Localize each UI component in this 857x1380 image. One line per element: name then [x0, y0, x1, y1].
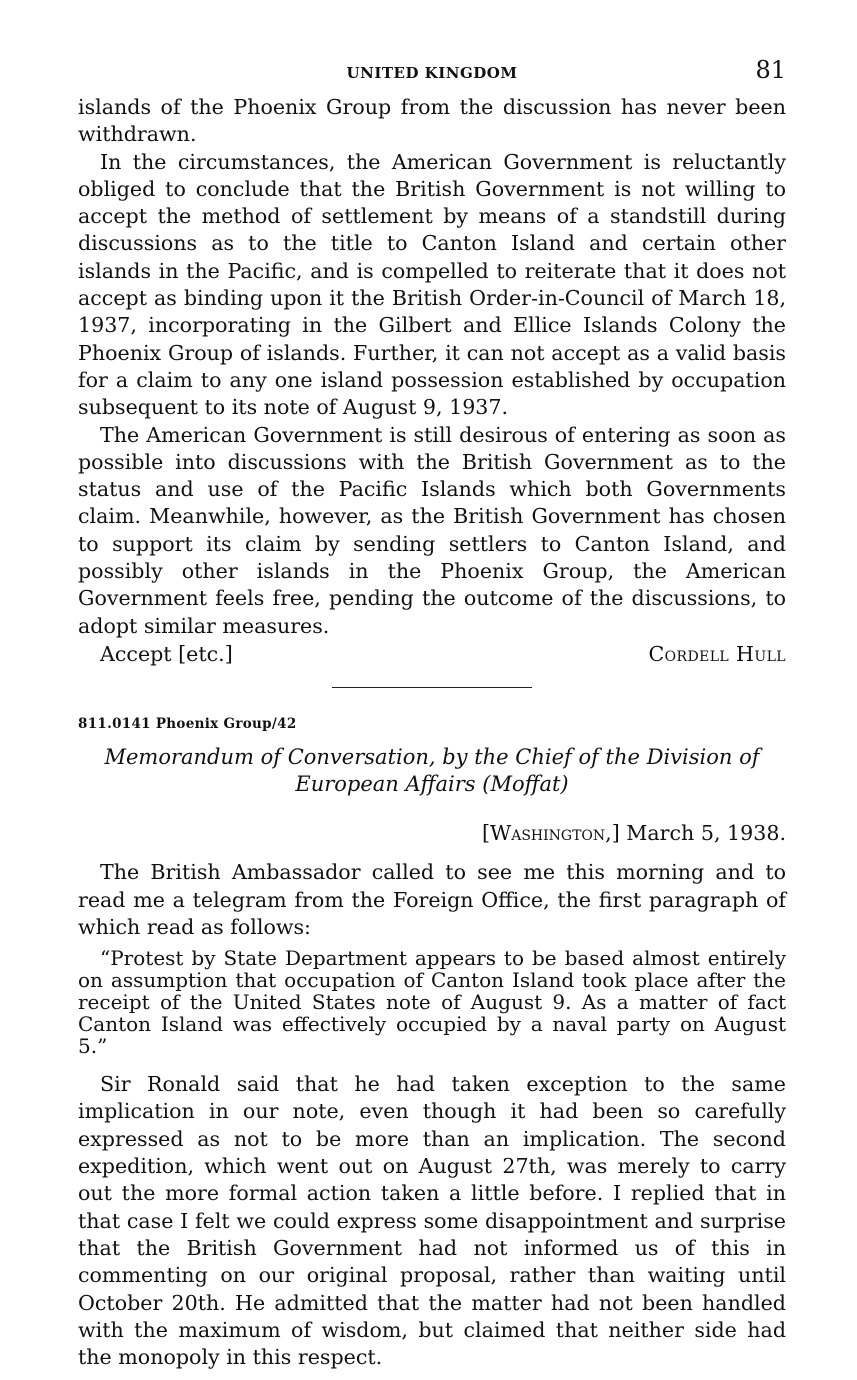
paragraph-ambassador: The British Ambassador called to see me this morning and to read me a telegram from the Foreign Office, the first paragraph of which read as follows:	[78, 860, 786, 939]
page-number: 81	[755, 56, 786, 84]
running-head: UNITED KINGDOM	[346, 64, 518, 82]
dateline-place: [Washington,]	[482, 820, 620, 845]
quote-text: “Protest by State Department appears to be based almost entirely on assumption that occupation of Canton Island took place after the receipt of the United States note of August 9. As a matter of fact Canton Island was effectively occupied by a naval party on August 5.”	[78, 946, 786, 1059]
memo-title: Memorandum of Conversation, by the Chief of the Division of European Affairs (Moffat)	[104, 744, 760, 796]
dateline-date: March 5, 1938.	[619, 820, 786, 845]
section-divider	[332, 687, 532, 688]
file-reference: 811.0141 Phoenix Group/42	[78, 715, 297, 732]
page-header	[78, 56, 786, 94]
paragraph-circumstances: In the circumstances, the American Government is reluctantly obliged to conclude that the British Government is not willing to accept the method of settlement by means of a standstill during discussions as to the title to Canton Island and certain other islands in the Pacific, and is compelled to reiterate that it does not accept as binding upon it the British Order-in-Council of March 18, 1937, incorporating in the Gilbert and Ellice Islands Colony the Phoenix Group of islands. Further, it can not accept as a valid basis for a claim to any one island possession established by occupation subsequent to its note of August 9, 1937.	[78, 149, 786, 420]
paragraph-desirous: The American Government is still desirous of entering as soon as possible into discussions with the British Government as to the status and use of the Pacific Islands which both Governments claim. Meanwhile, however, as the British Government has chosen to support its claim by sending settlers to Canton Island, and possibly other islands in the Phoenix Group, the American Government feels free, pending the outcome of the discussions, to adopt similar measures.	[78, 422, 786, 638]
closing-line	[78, 641, 786, 669]
block-quote	[78, 947, 786, 1057]
paragraph-ronald: Sir Ronald said that he had taken exception to the same implication in our note, even though it had been so carefully expressed as not to be more than an implication. The second expedition, which went out on August 27th, was merely to carry out the more formal action taken a little before. I replied that in that case I felt we could express some disappointment and surprise that the British Government had not informed us of this in commenting on our original proposal, rather than waiting until October 20th. He admitted that the matter had not been handled with the maximum of wisdom, but claimed that neither side had the monopoly in this respect.	[78, 1072, 786, 1370]
dateline	[78, 820, 786, 847]
document-page	[78, 56, 786, 1371]
signature: Cordell Hull	[648, 641, 786, 666]
closing-formula: Accept [etc.]	[100, 641, 233, 666]
paragraph-continued: islands of the Phoenix Group from the discussion has never been withdrawn.	[78, 95, 786, 147]
